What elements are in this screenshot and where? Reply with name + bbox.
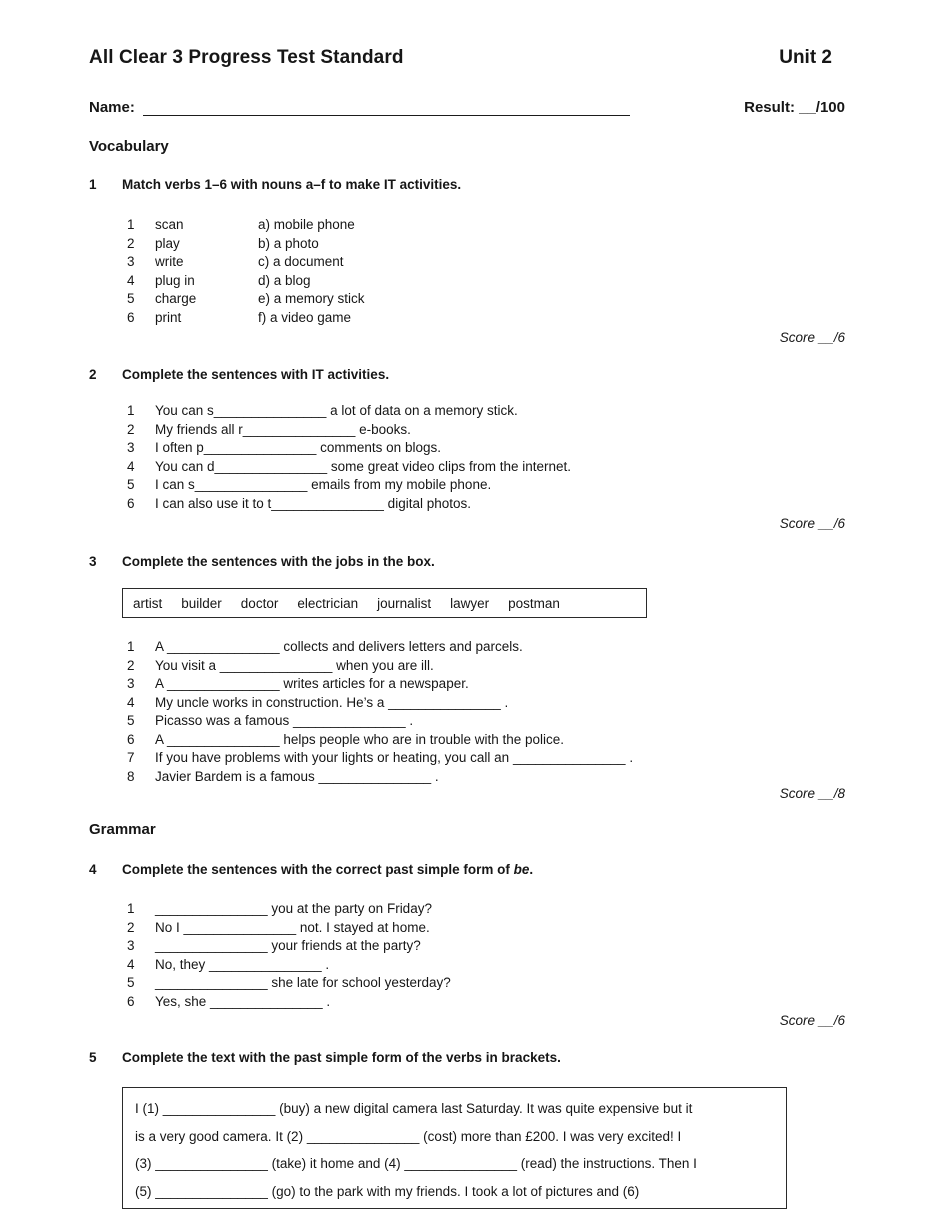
item-number: 6 bbox=[127, 309, 135, 325]
exercise-title-italic-word: be bbox=[513, 862, 530, 877]
match-row bbox=[127, 290, 845, 309]
item-number: 5 bbox=[127, 291, 135, 306]
item-number: 4 bbox=[127, 272, 135, 288]
score-line: Score __/6 bbox=[779, 516, 845, 531]
sentence-text: A _______________ collects and delivers letters and parcels. bbox=[155, 639, 523, 654]
item-number: 1 bbox=[127, 901, 135, 916]
sentence-text: I can also use it to t_______________ digital photos. bbox=[155, 495, 471, 511]
exercise-2-header bbox=[89, 367, 845, 384]
sentence-text: My friends all r_______________ e-books. bbox=[155, 421, 411, 437]
item-number: 4 bbox=[127, 458, 135, 474]
sentence-row bbox=[127, 694, 845, 713]
noun-text: a) mobile phone bbox=[258, 217, 355, 232]
noun-text: c) a document bbox=[258, 254, 344, 269]
item-number: 2 bbox=[127, 235, 135, 251]
match-row bbox=[127, 309, 845, 328]
text-line: (3) _______________ (take) it home and (4) _______________ (read) the instructions. Then I bbox=[135, 1156, 697, 1171]
item-number: 1 bbox=[127, 639, 135, 654]
match-row bbox=[127, 235, 845, 254]
item-number: 6 bbox=[127, 495, 135, 511]
match-row bbox=[127, 253, 845, 272]
exercise-5 bbox=[89, 1050, 845, 1209]
jobs-word-box bbox=[122, 588, 647, 618]
exercise-3-header bbox=[89, 554, 845, 571]
score-line: Score __/6 bbox=[779, 1013, 845, 1028]
exercise-title-period: . bbox=[529, 862, 534, 877]
verb-text: play bbox=[155, 235, 180, 251]
job-word: electrician bbox=[297, 595, 359, 611]
item-number: 1 bbox=[127, 403, 135, 418]
exercise-title-text: Complete the sentences with the correct past simple form of bbox=[122, 862, 514, 877]
exercise-3-list bbox=[127, 638, 845, 786]
sentence-text: Picasso was a famous _______________ . bbox=[155, 713, 414, 728]
noun-text: f) a video game bbox=[258, 309, 352, 325]
sentence-row bbox=[127, 638, 845, 657]
exercise-2 bbox=[89, 367, 845, 533]
item-number: 7 bbox=[127, 750, 135, 765]
sentence-text: No I _______________ not. I stayed at home. bbox=[155, 919, 430, 935]
item-number: 8 bbox=[127, 768, 135, 784]
exercise-title: Complete the text with the past simple form of the verbs in brackets. bbox=[122, 1050, 561, 1065]
item-number: 6 bbox=[127, 993, 135, 1009]
item-number: 3 bbox=[127, 676, 135, 691]
sentence-row bbox=[127, 421, 845, 440]
noun-text: b) a photo bbox=[258, 235, 319, 251]
sentence-row bbox=[127, 974, 845, 993]
text-line: is a very good camera. It (2) _______________ (cost) more than £200. I was very excited! I bbox=[135, 1128, 682, 1144]
job-word: lawyer bbox=[450, 595, 490, 611]
text-line: I (1) _______________ (buy) a new digital camera last Saturday. It was quite expensive but it bbox=[135, 1101, 693, 1116]
sentence-row bbox=[127, 993, 845, 1012]
match-row bbox=[127, 216, 845, 235]
exercise-1-list bbox=[127, 216, 845, 327]
noun-text: e) a memory stick bbox=[258, 291, 365, 306]
exercise-number: 3 bbox=[89, 554, 97, 569]
exercise-number: 1 bbox=[89, 177, 97, 192]
sentence-row bbox=[127, 749, 845, 768]
exercise-number: 2 bbox=[89, 367, 97, 382]
exercise-4 bbox=[89, 862, 845, 1030]
item-number: 2 bbox=[127, 919, 135, 935]
section-heading-vocabulary: Vocabulary bbox=[89, 138, 169, 155]
sentence-text: I often p_______________ comments on blogs. bbox=[155, 440, 441, 455]
item-number: 3 bbox=[127, 440, 135, 455]
exercise-4-list bbox=[127, 900, 845, 1011]
match-row bbox=[127, 272, 845, 291]
item-number: 2 bbox=[127, 421, 135, 437]
exercise-number: 4 bbox=[89, 862, 97, 877]
job-word: builder bbox=[181, 595, 222, 611]
item-number: 3 bbox=[127, 254, 135, 269]
gap-fill-text-box bbox=[122, 1087, 787, 1209]
sentence-row bbox=[127, 657, 845, 676]
name-blank-line bbox=[143, 101, 630, 116]
sentence-text: Javier Bardem is a famous _______________ . bbox=[155, 768, 439, 784]
item-number: 4 bbox=[127, 956, 135, 972]
exercise-title: Complete the sentences with IT activities. bbox=[122, 367, 390, 382]
sentence-row bbox=[127, 439, 845, 458]
sentence-text: Yes, she _______________ . bbox=[155, 993, 331, 1009]
sentence-text: _______________ you at the party on Friday? bbox=[155, 901, 432, 916]
job-word: postman bbox=[508, 595, 560, 611]
exercise-3 bbox=[89, 554, 845, 803]
sentence-text: A _______________ writes articles for a newspaper. bbox=[155, 676, 469, 691]
score-line: Score __/8 bbox=[779, 786, 845, 801]
sentence-row bbox=[127, 919, 845, 938]
sentence-text: My uncle works in construction. He’s a _______________ . bbox=[155, 694, 509, 710]
sentence-text: _______________ she late for school yesterday? bbox=[155, 975, 451, 990]
sentence-text: You can s_______________ a lot of data on a memory stick. bbox=[155, 403, 518, 418]
item-number: 2 bbox=[127, 657, 135, 673]
sentence-row bbox=[127, 937, 845, 956]
sentence-row bbox=[127, 675, 845, 694]
job-word: artist bbox=[133, 595, 163, 611]
exercise-number: 5 bbox=[89, 1050, 97, 1065]
sentence-text: If you have problems with your lights or heating, you call an _______________ . bbox=[155, 750, 634, 765]
sentence-text: _______________ your friends at the party? bbox=[155, 938, 421, 953]
text-line: (5) _______________ (go) to the park with my friends. I took a lot of pictures and (6) bbox=[135, 1183, 640, 1199]
exercise-title: Match verbs 1–6 with nouns a–f to make IT activities. bbox=[122, 177, 462, 192]
item-number: 6 bbox=[127, 731, 135, 747]
name-result-row bbox=[89, 98, 845, 116]
verb-text: plug in bbox=[155, 272, 195, 288]
sentence-text: No, they _______________ . bbox=[155, 956, 330, 972]
sentence-row bbox=[127, 900, 845, 919]
exercise-5-header bbox=[89, 1050, 845, 1067]
item-number: 5 bbox=[127, 477, 135, 492]
verb-text: write bbox=[155, 254, 184, 269]
verb-text: print bbox=[155, 309, 182, 325]
result-label: Result: __/100 bbox=[744, 99, 845, 116]
document-header bbox=[89, 47, 845, 70]
item-number: 5 bbox=[127, 713, 135, 728]
item-number: 3 bbox=[127, 938, 135, 953]
sentence-row bbox=[127, 768, 845, 787]
item-number: 5 bbox=[127, 975, 135, 990]
sentence-text: I can s_______________ emails from my mobile phone. bbox=[155, 477, 492, 492]
item-number: 1 bbox=[127, 217, 135, 232]
exercise-2-list bbox=[127, 402, 845, 513]
sentence-text: A _______________ helps people who are in trouble with the police. bbox=[155, 731, 565, 747]
sentence-row bbox=[127, 495, 845, 514]
job-word: journalist bbox=[377, 595, 432, 611]
sentence-text: You can d_______________ some great video clips from the internet. bbox=[155, 458, 572, 474]
sentence-text: You visit a _______________ when you are ill. bbox=[155, 657, 434, 673]
noun-text: d) a blog bbox=[258, 272, 311, 288]
sentence-row bbox=[127, 731, 845, 750]
sentence-row bbox=[127, 476, 845, 495]
verb-text: scan bbox=[155, 217, 184, 232]
section-heading-grammar: Grammar bbox=[89, 821, 156, 838]
exercise-title bbox=[122, 862, 845, 879]
unit-label: Unit 2 bbox=[779, 47, 832, 68]
verb-text: charge bbox=[155, 291, 197, 306]
sentence-row bbox=[127, 458, 845, 477]
exercise-4-header bbox=[89, 862, 845, 879]
page-title: All Clear 3 Progress Test Standard bbox=[89, 47, 404, 68]
sentence-row bbox=[127, 402, 845, 421]
item-number: 4 bbox=[127, 694, 135, 710]
name-label: Name: bbox=[89, 99, 135, 116]
sentence-row bbox=[127, 956, 845, 975]
exercise-title: Complete the sentences with the jobs in the box. bbox=[122, 554, 435, 569]
sentence-row bbox=[127, 712, 845, 731]
score-line: Score __/6 bbox=[779, 330, 845, 345]
exercise-1 bbox=[89, 177, 845, 347]
exercise-1-header bbox=[89, 177, 845, 194]
job-word: doctor bbox=[240, 595, 279, 611]
